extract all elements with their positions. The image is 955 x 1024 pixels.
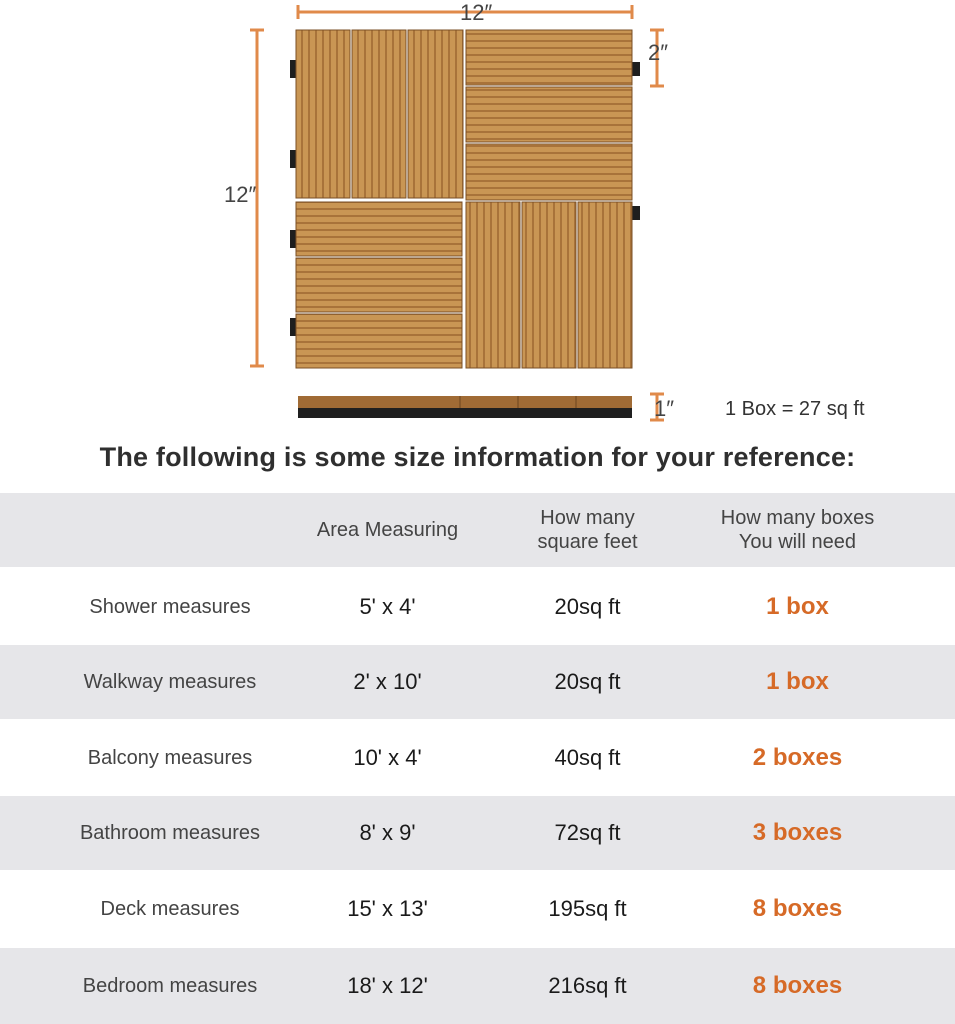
row-label: Balcony measures [87, 746, 253, 769]
thickness-label: 1″ [654, 396, 675, 421]
row-label: Bedroom measures [82, 974, 258, 997]
row-area: 15' x 13' [347, 896, 428, 921]
row-label: Deck measures [100, 897, 240, 920]
row-sqft: 216sq ft [548, 973, 627, 998]
row-sqft: 20sq ft [554, 594, 621, 619]
row-label: Shower measures [89, 595, 251, 618]
left-height-label: 12″ [224, 182, 257, 207]
reference-heading: The following is some size information for your reference: [99, 442, 856, 472]
row-boxes: 1 box [766, 668, 829, 695]
wood-slats [296, 30, 632, 368]
table-row [0, 796, 955, 870]
top-width-label: 12″ [460, 0, 493, 25]
header-sqft [500, 493, 675, 567]
tile-side-view [298, 396, 632, 418]
row-boxes: 2 boxes [752, 744, 843, 771]
header-boxes-text: How many boxes You will need [720, 507, 875, 553]
row-sqft: 195sq ft [548, 896, 627, 921]
header-area: Area Measuring [316, 519, 459, 541]
row-area: 5' x 4' [359, 594, 416, 619]
row-area: 8' x 9' [359, 820, 416, 845]
row-area: 10' x 4' [353, 745, 422, 770]
row-area: 18' x 12' [347, 973, 428, 998]
row-sqft: 40sq ft [554, 745, 621, 770]
row-sqft: 72sq ft [554, 820, 621, 845]
row-label: Bathroom measures [79, 821, 261, 844]
row-boxes: 8 boxes [752, 895, 843, 922]
table-header [0, 493, 955, 567]
box-coverage-info: 1 Box = 27 sq ft [725, 398, 865, 420]
table-row [0, 872, 955, 946]
table-row [0, 721, 955, 795]
row-area: 2' x 10' [353, 669, 422, 694]
header-sqft-text: How many square feet [537, 507, 638, 553]
row-boxes: 8 boxes [752, 972, 843, 999]
slat-width-label: 2″ [648, 40, 669, 65]
table-row [0, 645, 955, 719]
table-row [0, 948, 955, 1024]
row-label: Walkway measures [83, 670, 257, 693]
row-boxes: 1 box [766, 593, 829, 620]
row-sqft: 20sq ft [554, 669, 621, 694]
row-boxes: 3 boxes [752, 819, 843, 846]
header-boxes [700, 493, 895, 567]
table-row [0, 571, 955, 643]
deck-tile-illustration [240, 0, 700, 430]
